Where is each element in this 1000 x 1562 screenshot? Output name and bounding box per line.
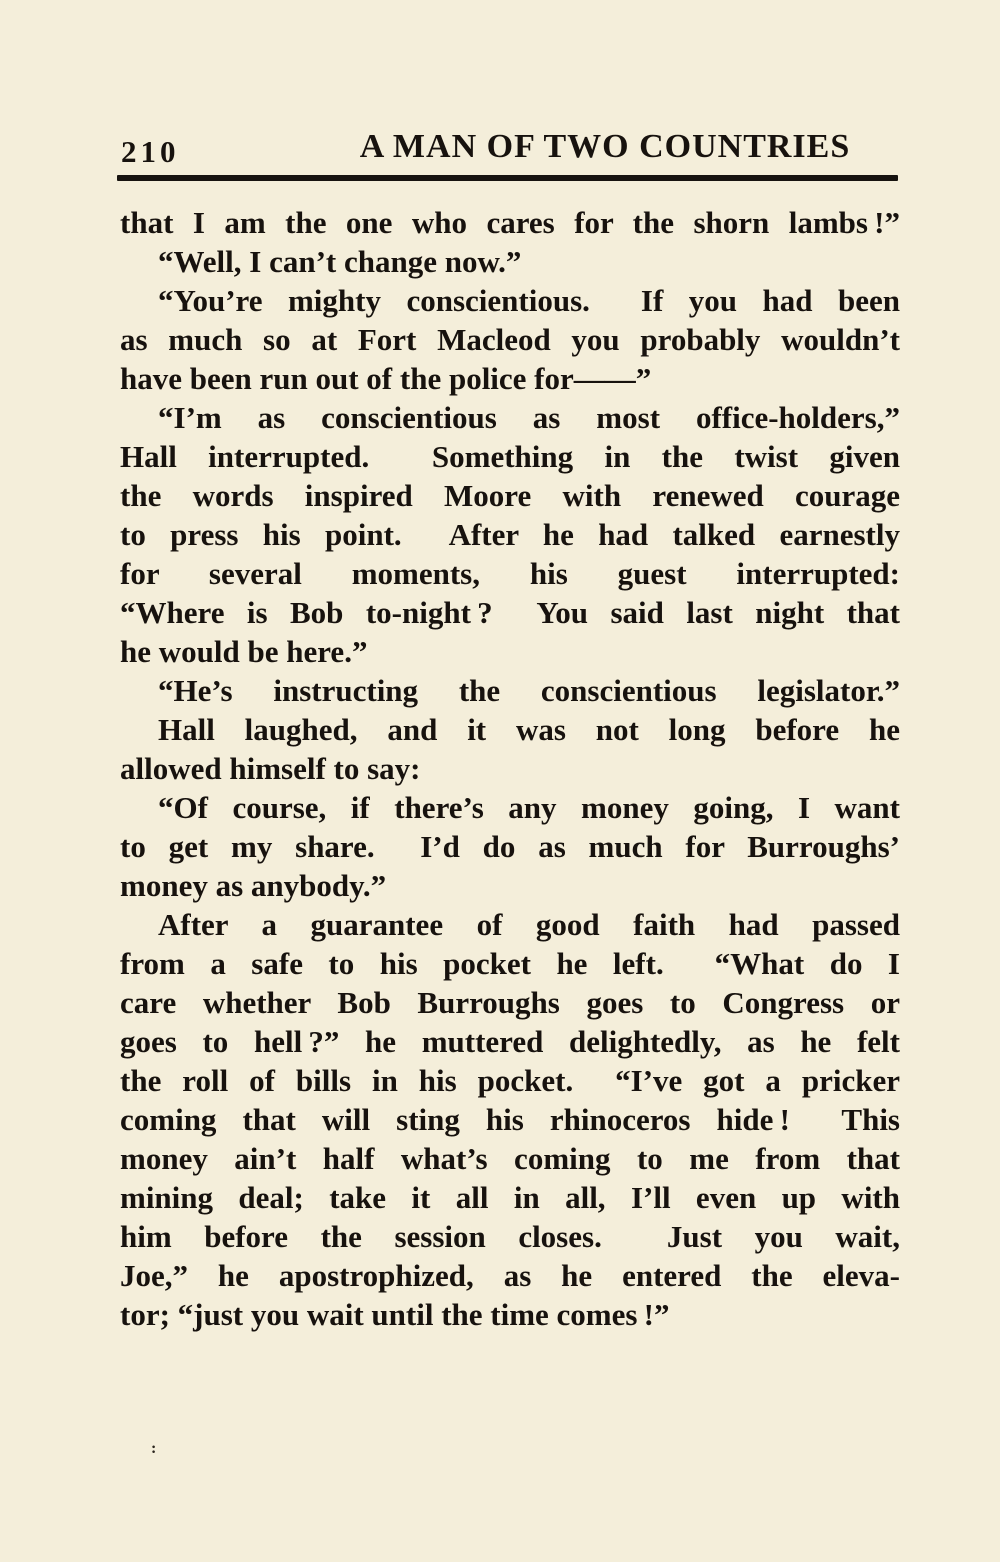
text-line: money as anybody.” — [120, 868, 387, 903]
text-line: Joe,” he apostrophized, as he entered the eleva- — [120, 1258, 900, 1293]
text-line: from a safe to his pocket he left. “What do I — [120, 946, 900, 981]
text-line: to get my share. I’d do as much for Burroughs’ — [120, 829, 900, 864]
header-rule — [117, 175, 898, 181]
scan-speck: : — [151, 1440, 157, 1457]
text-line: money ain’t half what’s coming to me from that — [120, 1141, 900, 1176]
text-line: that I am the one who cares for the shorn lambs !” — [120, 205, 900, 240]
text-line: Hall laughed, and it was not long before he — [158, 712, 900, 747]
text-line: have been run out of the police for——” — [120, 361, 652, 396]
text-line: as much so at Fort Macleod you probably wouldn’t — [120, 322, 900, 357]
text-line: the words inspired Moore with renewed courage — [120, 478, 900, 513]
text-line: tor; “just you wait until the time comes !” — [120, 1297, 670, 1332]
text-line: mining deal; take it all in all, I’ll even up with — [120, 1180, 900, 1215]
text-line: “He’s instructing the conscientious legislator.” — [158, 673, 900, 708]
text-line: “Where is Bob to-night ? You said last night that — [120, 595, 900, 630]
text-line: for several moments, his guest interrupted: — [120, 556, 900, 591]
body-text-block — [120, 203, 900, 1334]
text-line: allowed himself to say: — [120, 751, 421, 786]
text-line: “I’m as conscientious as most office-holders,” — [158, 400, 900, 435]
page-header-title: A MAN OF TWO COUNTRIES — [359, 128, 851, 165]
text-line: “Well, I can’t change now.” — [158, 244, 522, 279]
text-line: to press his point. After he had talked earnestly — [120, 517, 900, 552]
text-line: he would be here.” — [120, 634, 368, 669]
text-line: goes to hell ?” he muttered delightedly, as he felt — [120, 1024, 900, 1059]
text-line: the roll of bills in his pocket. “I’ve got a pricker — [120, 1063, 900, 1098]
text-line: him before the session closes. Just you wait, — [120, 1219, 900, 1254]
text-line: “You’re mighty conscientious. If you had been — [158, 283, 900, 318]
text-line: After a guarantee of good faith had passed — [158, 907, 900, 942]
text-line: coming that will sting his rhinoceros hide ! This — [120, 1102, 900, 1137]
text-line: care whether Bob Burroughs goes to Congress or — [120, 985, 900, 1020]
text-line: Hall interrupted. Something in the twist given — [120, 439, 900, 474]
page-number: 210 — [121, 134, 180, 169]
running-head — [0, 0, 1000, 185]
text-line: “Of course, if there’s any money going, I want — [158, 790, 900, 825]
